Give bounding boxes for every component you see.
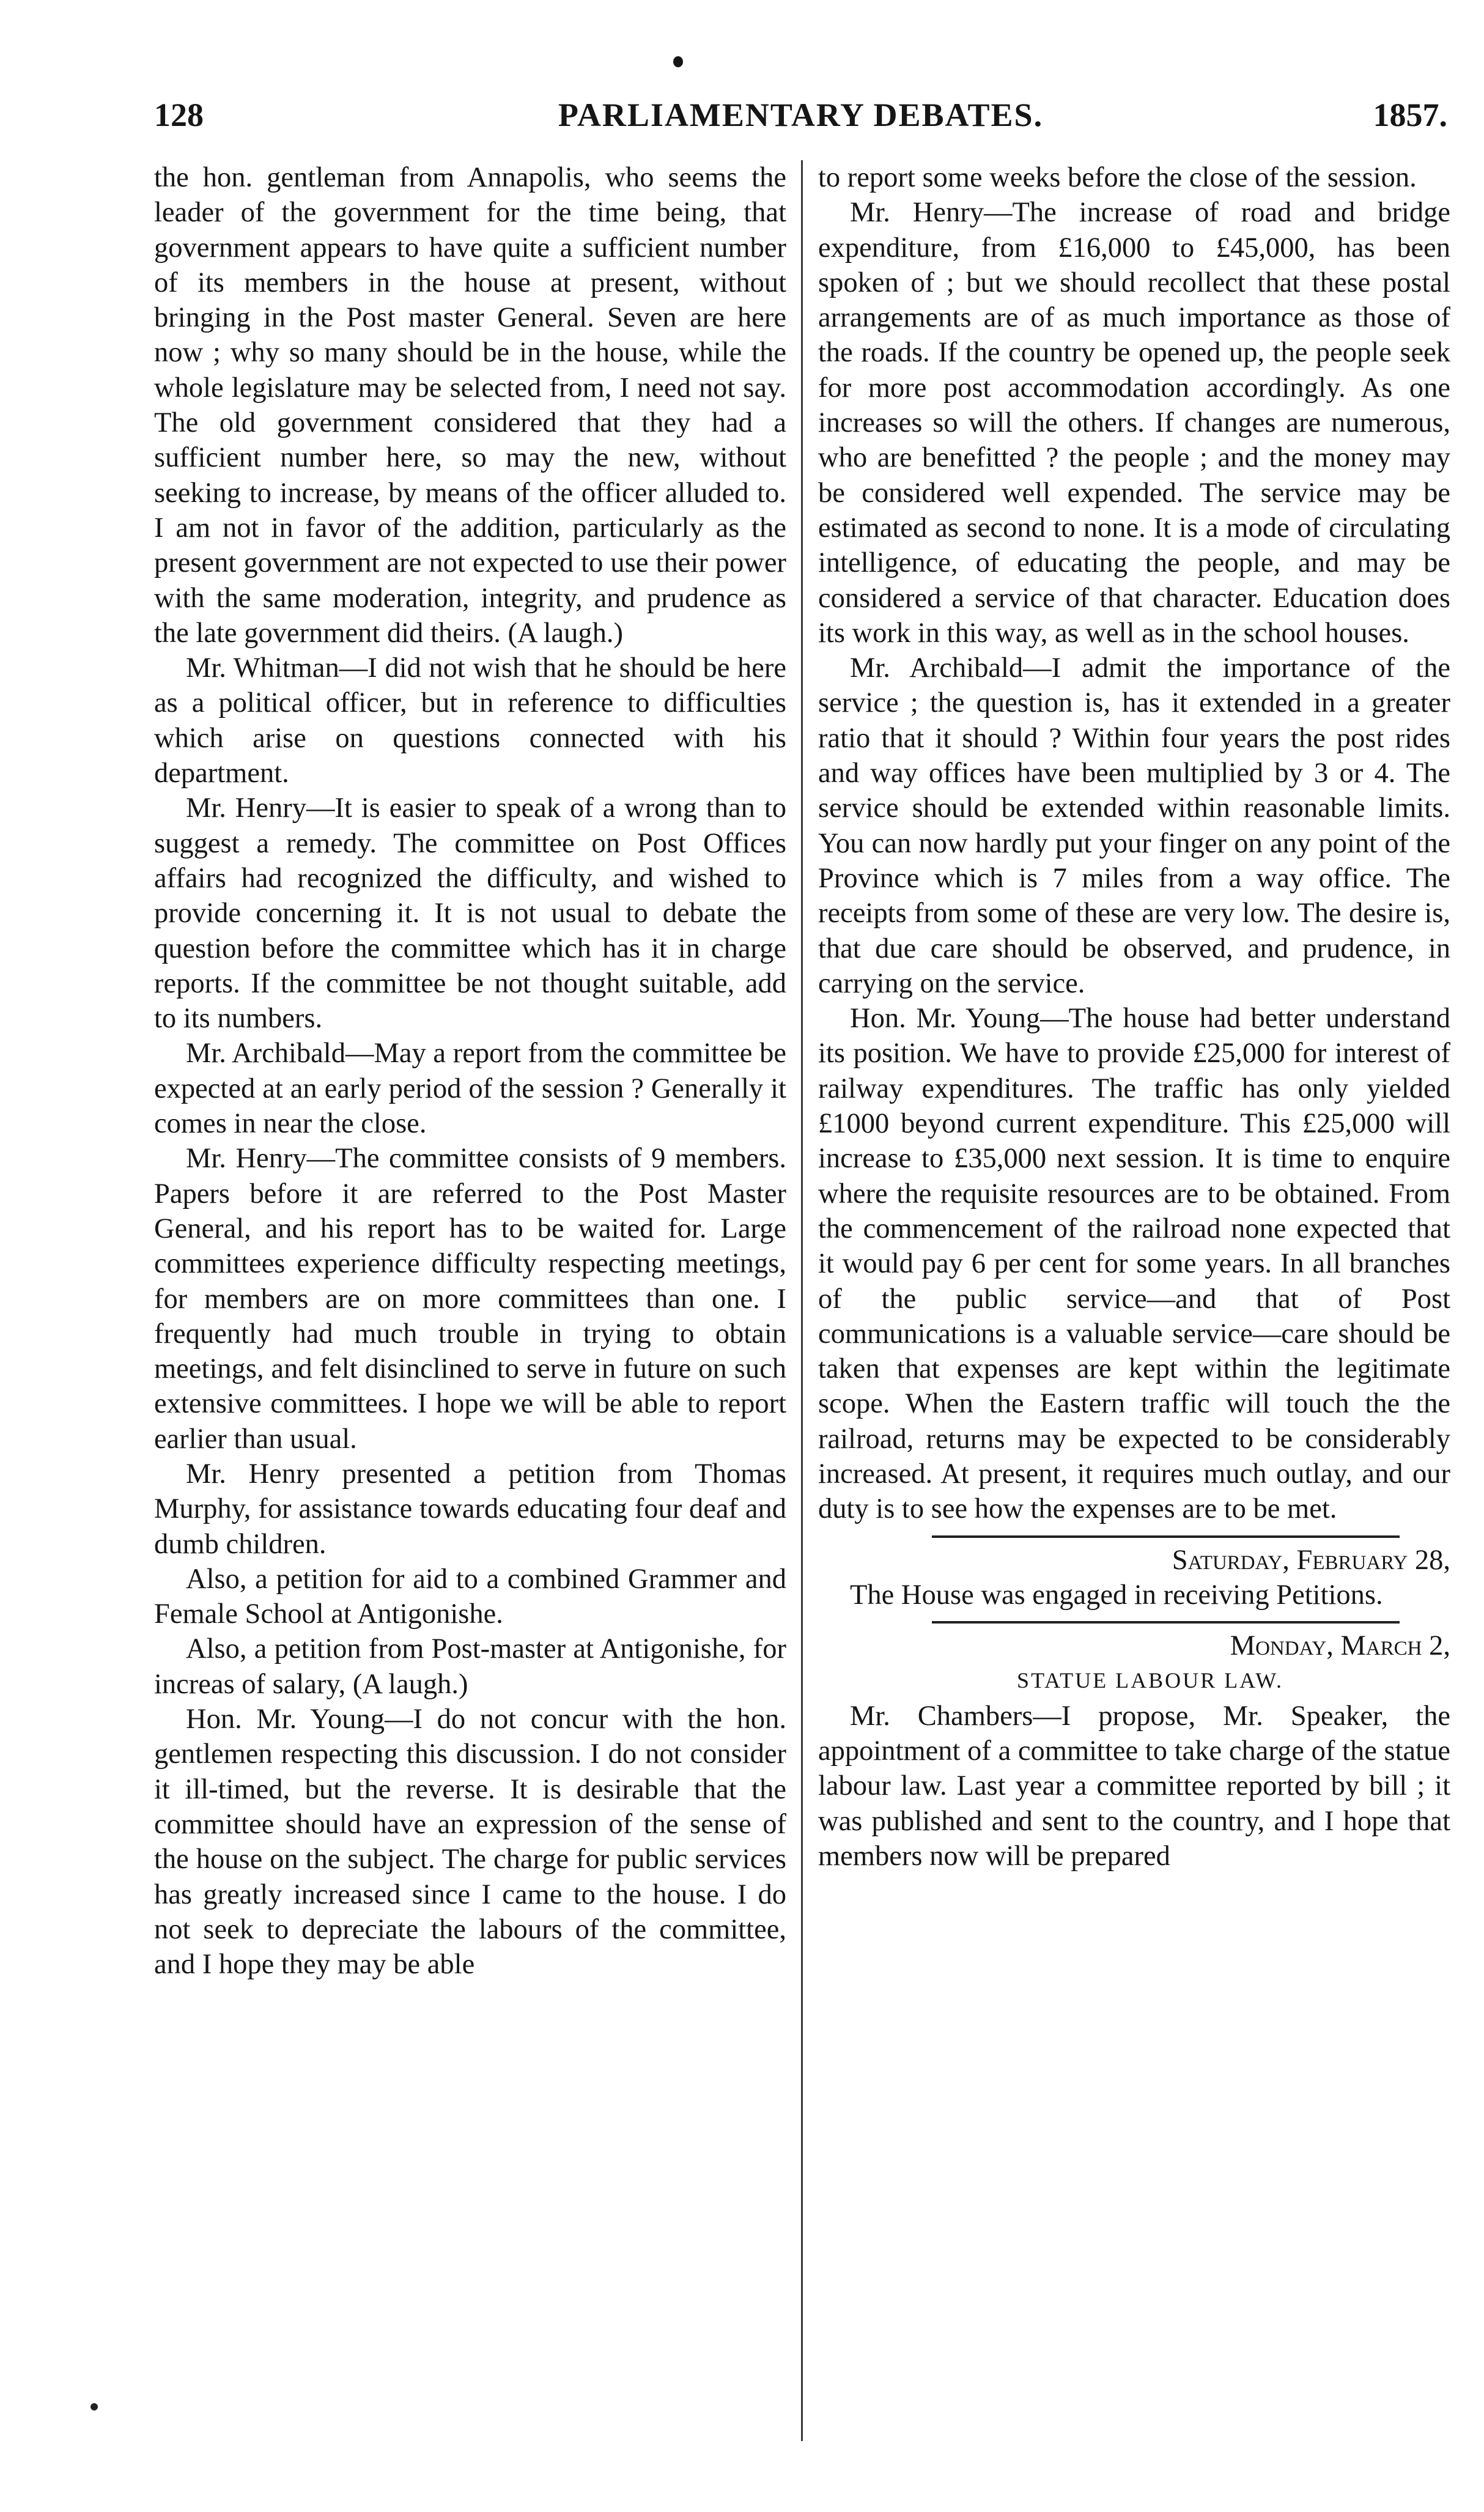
paragraph: Mr. Archibald—May a report from the committee be expected at an early period of the session ? Generally it comes in near the close. xyxy=(154,1038,786,1140)
paragraph: the hon. gentleman from Annapolis, who seems the leader of the government for the time being, that government appears to have quite a sufficient number of its members in the house at present, without bringing in the Post master General. Seven are here now ; why so many should be in the house, while the whole legislature may be selected from, I need not say. The old government considered that they had a sufficient number here, so may the new, without seeking to increase, by means of the officer alluded to. I am not in favor of the addition, particularly as the present government are not expected to use their power with the same moderation, integrity, and prudence as the late government did theirs. (A laugh.) xyxy=(154,162,786,649)
paragraph: Mr. Chambers—I propose, Mr. Speaker, the appointment of a committee to take charge of the statue labour law. Last year a committee reported by bill ; it was published and sent to the country, and I hope that members now will be prepared xyxy=(818,1700,1450,1872)
column-divider xyxy=(801,160,803,2441)
paragraph: Mr. Henry presented a petition from Thomas Murphy, for assistance towards educating four deaf and dumb children. xyxy=(154,1458,786,1560)
paragraph: The House was engaged in receiving Petitions. xyxy=(850,1579,1383,1611)
right-column xyxy=(818,160,1450,1874)
left-column xyxy=(154,160,786,1982)
paragraph: Mr. Henry—The increase of road and bridge expenditure, from £16,000 to £45,000, has been spoken of ; but we should recollect that these postal arrangements are of as much importance as those of the roads. If the country be opened up, the people seek for more post accommodation accordingly. As one increases so will the others. If changes are numerous, who are benefitted ? the people ; and the money may be considered well expended. The service may be estimated as second to none. It is a mode of circulating intelligence, of educating the people, and may be considered a service of that character. Education does its work in this way, as well as in the school houses. xyxy=(818,197,1450,649)
date-heading-monday: Monday, March 2, xyxy=(1230,1630,1450,1662)
margin-mark xyxy=(90,2403,98,2410)
printer-dot xyxy=(673,56,683,67)
paragraph: to report some weeks before the close of the session. xyxy=(818,162,1417,193)
paragraph: Also, a petition for aid to a combined Grammer and Female School at Antigonishe. xyxy=(154,1563,786,1630)
paragraph: Mr. Archibald—I admit the importance of the service ; the question is, has it extended in a greater ratio that it should ? Within four years the post rides and way offices have been multiplied by 3 or 4. The service should be extended within reasonable limits. You can now hardly put your finger on any point of the Province which is 7 miles from a way office. The receipts from some of these are very low. The desire is, that due care should be observed, and prudence, in carrying on the service. xyxy=(818,652,1450,999)
date-heading-saturday: Saturday, February 28, xyxy=(1172,1544,1450,1576)
paragraph: Mr. Henry—It is easier to speak of a wrong than to suggest a remedy. The committee on Post Offices affairs had recognized the difficulty, and wished to provide concerning it. It is not usual to debate the question before the committee which has it in charge reports. If the committee be not thought suitable, add to its numbers. xyxy=(154,792,786,1035)
section-heading: STATUE LABOUR LAW. xyxy=(1017,1668,1283,1693)
page-title: PARLIAMENTARY DEBATES. xyxy=(558,97,1044,133)
paragraph: Mr. Whitman—I did not wish that he should be here as a political officer, but in reference to difficulties which arise on questions connected with his department. xyxy=(154,652,786,789)
section-rule xyxy=(932,1621,1400,1624)
page-number: 128 xyxy=(154,97,204,133)
paragraph: Hon. Mr. Young—I do not concur with the hon. gentlemen respecting this discussion. I do not consider it ill-timed, but the reverse. It is desirable that the committee should have an expression of the sense of the house on the subject. The charge for public services has greatly increased since I came to the house. I do not seek to depreciate the labours of the committee, and I hope they may be able xyxy=(154,1704,786,1981)
section-rule xyxy=(932,1535,1400,1538)
paragraph: Mr. Henry—The committee consists of 9 members. Papers before it are referred to the Post Master General, and his report has to be waited for. Large committees experience difficulty respecting meetings, for members are on more committees than one. I frequently had much trouble in trying to obtain meetings, and felt disinclined to serve in future on such extensive committees. I hope we will be able to report earlier than usual. xyxy=(154,1143,786,1455)
paragraph: Also, a petition from Post-master at Antigonishe, for increas of salary, (A laugh.) xyxy=(154,1633,786,1700)
page-header xyxy=(154,91,1447,139)
page-year: 1857. xyxy=(1373,97,1447,133)
paragraph: Hon. Mr. Young—The house had better understand its position. We have to provide £25,000 for interest of railway expenditures. The traffic has only yielded £1000 beyond current expenditure. This £25,000 will increase to £35,000 next session. It is time to enquire where the requisite resources are to be obtained. From the commencement of the railroad none expected that it would pay 6 per cent for some years. In all branches of the public service—and that of Post communications is a valuable service—care should be taken that expenses are kept within the legitimate scope. When the Eastern traffic will touch the the railroad, returns may be expected to be considerably increased. At present, it requires much outlay, and our duty is to see how the expenses are to be met. xyxy=(818,1003,1450,1525)
